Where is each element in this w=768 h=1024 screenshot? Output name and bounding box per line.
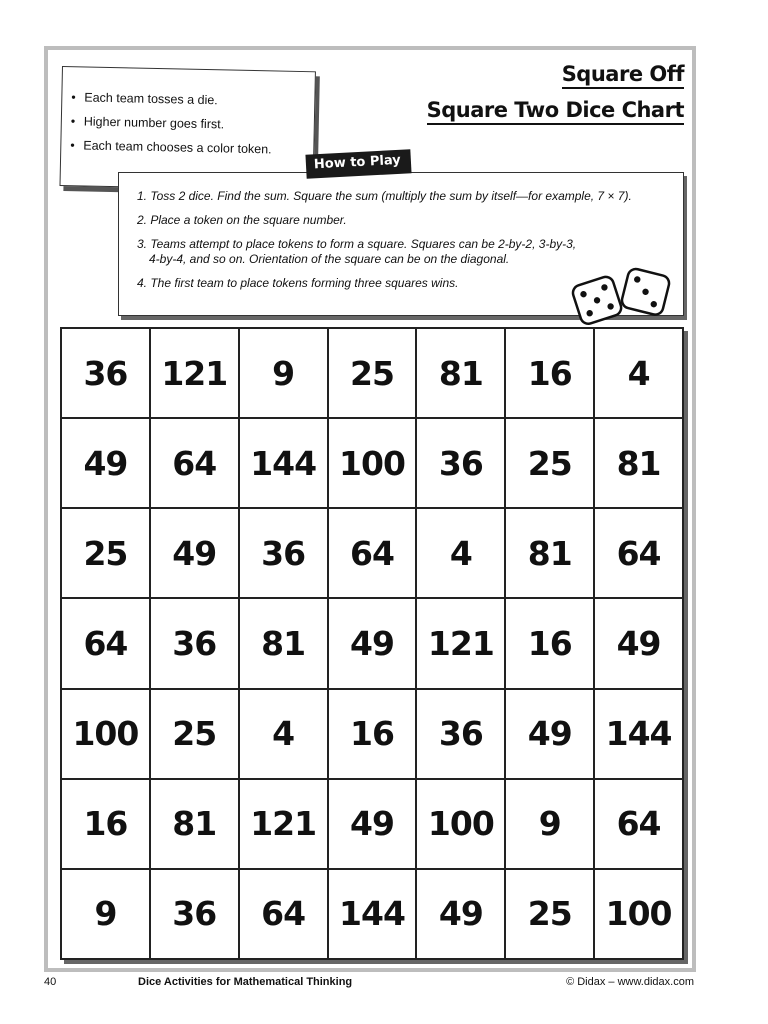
step-item	[137, 213, 683, 228]
grid-cell[interactable]: 4	[417, 509, 506, 599]
grid-cell[interactable]: 4	[595, 329, 684, 419]
page-title: Square Off	[562, 62, 684, 89]
grid-cell[interactable]: 49	[62, 419, 151, 509]
grid-cell[interactable]: 36	[240, 509, 329, 599]
grid-cell[interactable]: 144	[329, 870, 418, 960]
rule-item: • Each team tosses a die.	[84, 85, 304, 114]
grid-cell[interactable]: 25	[329, 329, 418, 419]
grid-cell[interactable]: 100	[62, 690, 151, 780]
grid-cell[interactable]: 81	[506, 509, 595, 599]
grid-cell[interactable]: 9	[506, 780, 595, 870]
grid-cell[interactable]: 25	[506, 419, 595, 509]
grid-cell[interactable]: 4	[240, 690, 329, 780]
grid-cell[interactable]: 81	[595, 419, 684, 509]
grid-cell[interactable]: 49	[329, 599, 418, 689]
grid-cell[interactable]: 100	[329, 419, 418, 509]
grid-cell[interactable]: 36	[62, 329, 151, 419]
grid-cell[interactable]: 144	[595, 690, 684, 780]
step-text: 3. Teams attempt to place tokens to form a square. Squares can be 2-by-2, 3-by-3,	[137, 237, 577, 251]
grid-cell[interactable]: 121	[151, 329, 240, 419]
grid-cell[interactable]: 144	[240, 419, 329, 509]
how-to-play-label: How to Play	[305, 149, 411, 178]
grid-cell[interactable]: 81	[151, 780, 240, 870]
grid-cell[interactable]: 36	[417, 690, 506, 780]
step-text-continued: 4-by-4, and so on. Orientation of the square can be on the diagonal.	[149, 252, 510, 266]
step-text: 1. Toss 2 dice. Find the sum. Square the sum (multiply the sum by itself—for example, 7 × 7).	[137, 189, 632, 203]
grid-cell[interactable]: 49	[329, 780, 418, 870]
grid-cell[interactable]: 100	[417, 780, 506, 870]
grid-cell[interactable]: 49	[151, 509, 240, 599]
step-text: 4. The first team to place tokens forming three squares wins.	[137, 276, 459, 290]
grid-cell[interactable]: 36	[151, 599, 240, 689]
grid-cell[interactable]: 49	[417, 870, 506, 960]
grid-cell[interactable]: 16	[506, 599, 595, 689]
grid-cell[interactable]: 25	[62, 509, 151, 599]
copyright: © Didax – www.didax.com	[566, 976, 694, 988]
grid-cell[interactable]: 36	[151, 870, 240, 960]
grid-cell[interactable]: 121	[240, 780, 329, 870]
grid-cell[interactable]: 81	[417, 329, 506, 419]
grid-cell[interactable]: 49	[506, 690, 595, 780]
dice-icon	[568, 266, 674, 326]
grid-cell[interactable]: 64	[595, 780, 684, 870]
grid-cell[interactable]: 49	[595, 599, 684, 689]
step-item	[137, 237, 683, 267]
rule-item: • Higher number goes first.	[84, 109, 304, 138]
book-title: Dice Activities for Mathematical Thinking	[138, 976, 353, 988]
grid-cell[interactable]: 25	[506, 870, 595, 960]
grid-cell[interactable]: 9	[240, 329, 329, 419]
rules-list	[61, 67, 315, 162]
grid-cell[interactable]: 121	[417, 599, 506, 689]
page-subtitle: Square Two Dice Chart	[427, 98, 684, 125]
grid-cell[interactable]: 16	[329, 690, 418, 780]
grid-cell[interactable]: 64	[240, 870, 329, 960]
grid-cell[interactable]: 64	[329, 509, 418, 599]
grid-cell[interactable]: 9	[62, 870, 151, 960]
grid-cell[interactable]: 64	[151, 419, 240, 509]
page-number: 40	[44, 976, 57, 988]
step-text: 2. Place a token on the square number.	[137, 213, 347, 227]
square-numbers-grid	[60, 327, 684, 960]
grid-cell[interactable]: 100	[595, 870, 684, 960]
grid-cell[interactable]: 36	[417, 419, 506, 509]
grid-cell[interactable]: 16	[62, 780, 151, 870]
grid-cell[interactable]: 81	[240, 599, 329, 689]
rule-item: • Each team chooses a color token.	[83, 133, 303, 162]
grid-cell[interactable]: 16	[506, 329, 595, 419]
grid-cell[interactable]: 64	[62, 599, 151, 689]
grid-cell[interactable]: 64	[595, 509, 684, 599]
step-item	[137, 189, 683, 204]
grid-cell[interactable]: 25	[151, 690, 240, 780]
